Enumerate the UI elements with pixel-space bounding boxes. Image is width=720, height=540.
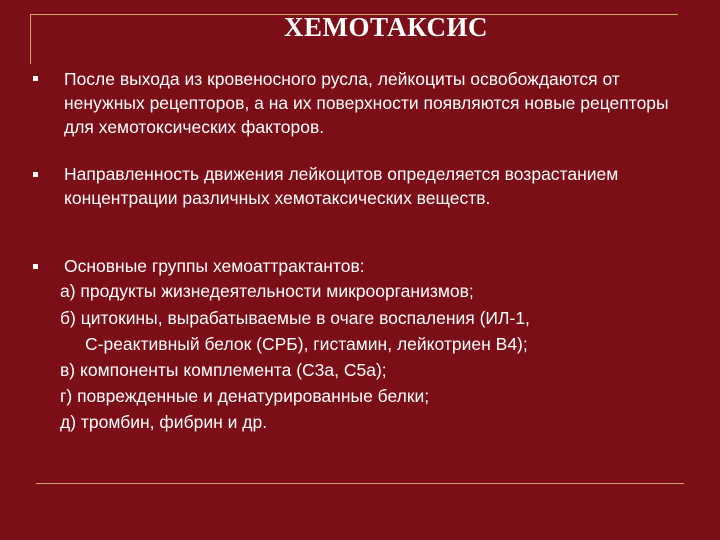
bullet-text-1: После выхода из кровеносного русла, лейкоциты освобождаются от ненужных рецепторов, а на их поверхности появляются новые рецепторы для хемотоксических факторов. [64,69,669,137]
bullet-text-3-line-7: д) тромбин, фибрин и др. [60,412,268,432]
bullet-text-3-line-1: Основные группы хемоаттрактантов: [64,256,365,276]
slide-title: ХЕМОТАКСИС [283,12,489,42]
bullet-text-3-line-5: в) компоненты комплемента (С3а, С5а); [60,360,387,380]
bullet-text-3-line-6: г) поврежденные и денатурированные белки; [60,386,430,406]
bullet-text-3-line-4: С-реактивный белок (СРБ), гистамин, лейкотриен В4); [85,334,528,354]
bullet-marker-1 [33,76,38,81]
bullet-text-2: Направленность движения лейкоцитов определяется возрастанием концентрации различных хемотаксических веществ. [64,164,619,208]
frame-line-bottom [36,483,684,484]
bullet-text-3-line-2: а) продукты жизнедеятельности микроорганизмов; [60,281,474,301]
bullet-marker-3 [33,264,38,269]
bullet-text-3-line-3: б) цитокины, вырабатываемые в очаге воспаления (ИЛ-1, [60,308,530,328]
bullet-marker-2 [33,172,38,177]
